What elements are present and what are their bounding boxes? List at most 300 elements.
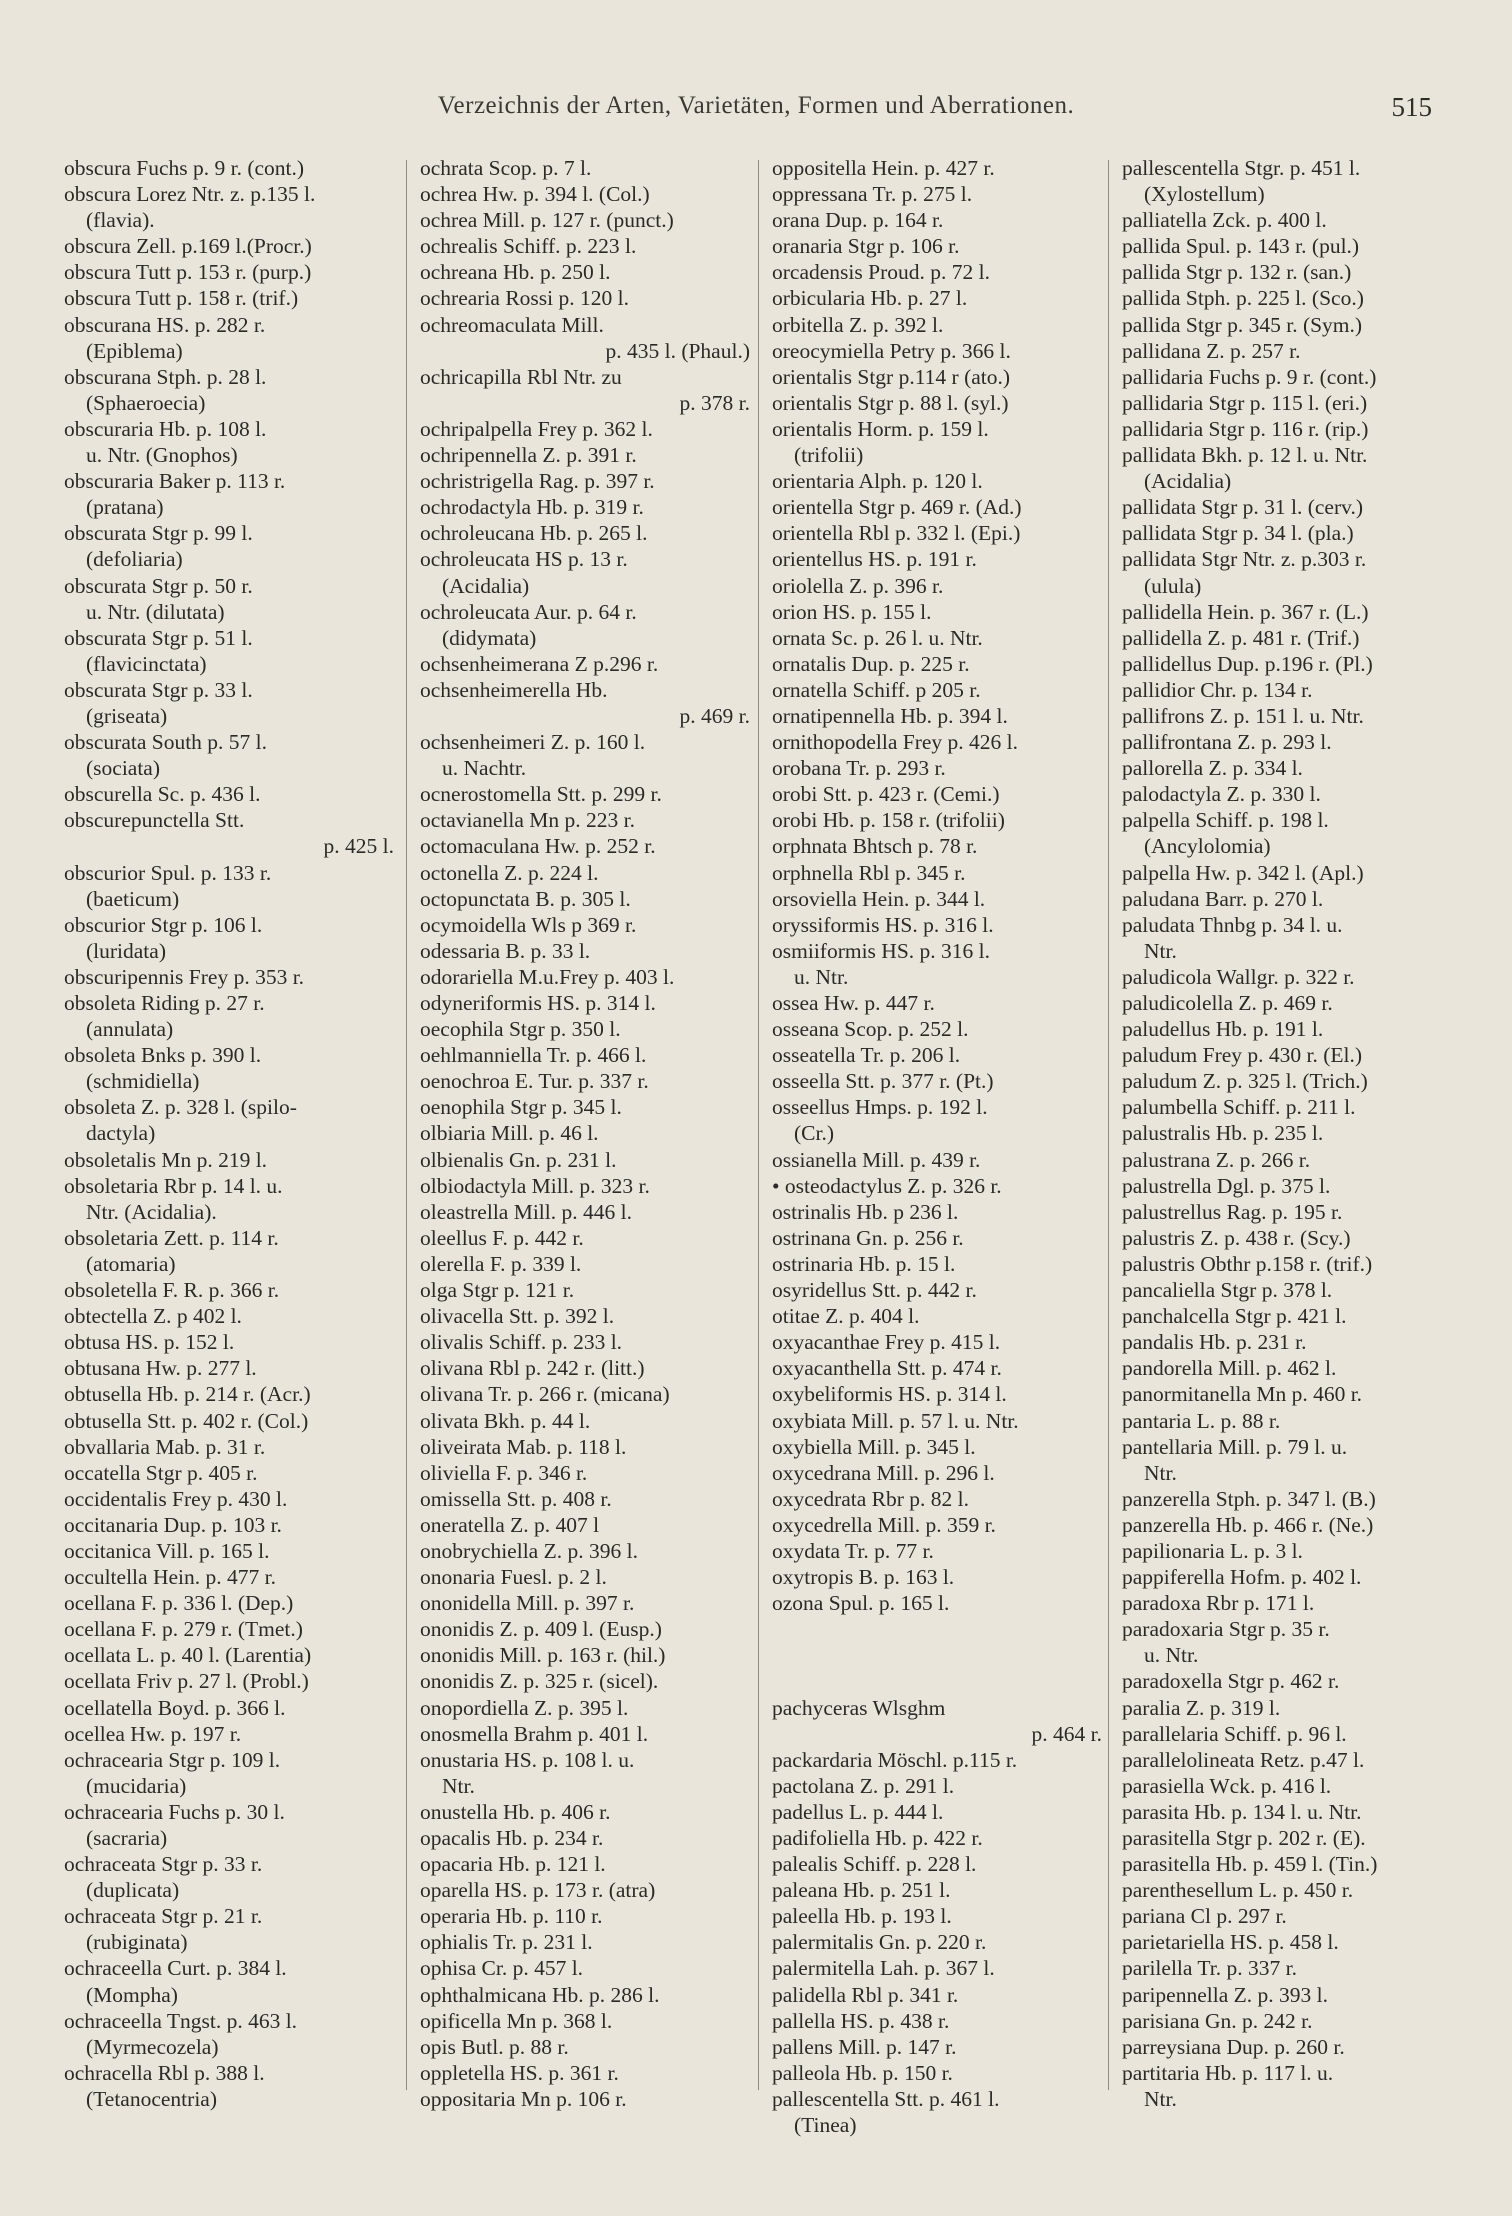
index-entry-line: obscurior Spul. p. 133 r. [64, 860, 272, 885]
index-entry-line: (sacraria) [86, 1826, 168, 1850]
index-entry-line: paludum Frey p. 430 r. (El.) [1122, 1043, 1363, 1068]
index-entry-line: palliatella Zck. p. 400 l. [1122, 208, 1327, 233]
index-entry-line: obscurior Stgr p. 106 l. [64, 912, 263, 937]
index-entry-line: ocellana F. p. 279 r. (Tmet.) [64, 1617, 303, 1642]
index-entry-line: • osteodactylus Z. p. 326 r. [772, 1173, 1002, 1198]
index-entry-line: ochraceata Stgr p. 21 r. [64, 1904, 263, 1929]
index-entry-line: (atomaria) [86, 1251, 176, 1276]
index-entry-line: u. Ntr. (Gnophos) [86, 443, 238, 468]
index-entry-line: obsoleta Z. p. 328 l. (spilo- [64, 1095, 297, 1120]
index-entry-line [772, 1642, 1102, 1668]
index-entry-line: ostrinaria Hb. p. 15 l. [772, 1251, 956, 1276]
index-entry-line: oenophila Stgr p. 345 l. [420, 1095, 622, 1120]
index-entry-line: paralia Z. p. 319 l. [1122, 1695, 1281, 1720]
index-entry-line [772, 1616, 1102, 1642]
index-entry-line: ochracearia Fuchs p. 30 l. [64, 1799, 285, 1824]
index-entry-line: ononidis Z. p. 409 l. (Eusp.) [420, 1617, 662, 1642]
index-entry-line: palidella Rbl p. 341 r. [772, 1982, 959, 2007]
index-entry-line: parasitella Stgr p. 202 r. (E). [1122, 1826, 1366, 1850]
index-entry-line: occultella Hein. p. 477 r. [64, 1565, 276, 1590]
index-entry-line: (griseata) [86, 703, 168, 728]
index-entry-line: oppressana Tr. p. 275 l. [772, 182, 973, 207]
index-entry-line: octonella Z. p. 224 l. [420, 860, 599, 885]
index-entry-line: onustella Hb. p. 406 r. [420, 1799, 611, 1824]
index-entry-line: orsoviella Hein. p. 344 l. [772, 886, 986, 911]
index-entry-line: orana Dup. p. 164 r. [772, 208, 944, 233]
index-entry-line: (trifolii) [794, 443, 864, 468]
index-entry-line: pandorella Mill. p. 462 l. [1122, 1356, 1337, 1381]
index-entry-line: palpella Hw. p. 342 l. (Apl.) [1122, 860, 1364, 885]
index-entry-line: oxybiella Mill. p. 345 l. [772, 1434, 976, 1459]
index-column-1 [64, 155, 394, 2112]
index-entry-line: obsoletalis Mn p. 219 l. [64, 1147, 268, 1172]
index-entry-line: (Acidalia) [1144, 469, 1232, 494]
index-entry-line: ochristrigella Rag. p. 397 r. [420, 469, 655, 494]
index-entry-line: oxycedrella Mill. p. 359 r. [772, 1512, 996, 1537]
index-entry-line: ononidis Z. p. 325 r. (sicel). [420, 1669, 659, 1694]
index-entry-line: oxybiata Mill. p. 57 l. u. Ntr. [772, 1408, 1019, 1433]
index-entry-line: opacaria Hb. p. 121 l. [420, 1852, 606, 1877]
index-entry-line: parallelaria Schiff. p. 96 l. [1122, 1721, 1347, 1746]
index-entry-line: palustralis Hb. p. 235 l. [1122, 1121, 1324, 1146]
index-entry-line: palleola Hb. p. 150 r. [772, 2060, 953, 2085]
index-entry-line: occitanica Vill. p. 165 l. [64, 1538, 270, 1563]
index-entry-line: paludana Barr. p. 270 l. [1122, 886, 1324, 911]
index-entry-line: ocellata Friv p. 27 l. (Probl.) [64, 1669, 309, 1694]
index-entry-line: orobi Stt. p. 423 r. (Cemi.) [772, 782, 1000, 807]
index-entry-line: ocymoidella Wls p 369 r. [420, 912, 637, 937]
index-entry-line: pallidellus Dup. p.196 r. (Pl.) [1122, 651, 1373, 676]
index-entry-line: orientella Stgr p. 469 r. (Ad.) [772, 495, 1022, 520]
index-entry-line: obscura Lorez Ntr. z. p.135 l. [64, 182, 316, 207]
index-entry-line: (ulula) [1144, 573, 1202, 598]
index-entry-line: orientalis Stgr p.114 r (ato.) [772, 364, 1011, 389]
index-entry-line: Ntr. [1144, 2086, 1177, 2111]
index-entry-line: oxyacanthae Frey p. 415 l. [772, 1330, 1001, 1355]
index-entry-line: orobana Tr. p. 293 r. [772, 756, 946, 781]
index-entry-line: partitaria Hb. p. 117 l. u. [1122, 2060, 1334, 2085]
index-entry-line: oenochroa E. Tur. p. 337 r. [420, 1069, 649, 1094]
index-entry-line: p. 435 l. (Phaul.) [605, 338, 750, 363]
index-entry-line: oparella HS. p. 173 r. (atra) [420, 1878, 656, 1903]
index-entry-line: ochrea Mill. p. 127 r. (punct.) [420, 208, 674, 233]
index-entry-line: ocellana F. p. 336 l. (Dep.) [64, 1591, 294, 1616]
index-entry-line: ochripennella Z. p. 391 r. [420, 443, 637, 468]
index-entry-line: onopordiella Z. p. 395 l. [420, 1695, 629, 1720]
index-entry-line: (Sphaeroecia) [86, 390, 206, 415]
index-entry-line: p. 469 r. [679, 703, 750, 728]
index-entry-line: olbiaria Mill. p. 46 l. [420, 1121, 599, 1146]
index-entry-line: ornithopodella Frey p. 426 l. [772, 730, 1019, 755]
index-entry-line: (Tinea) [794, 2113, 857, 2138]
index-entry-line: oxycedrata Rbr p. 82 l. [772, 1486, 970, 1511]
index-entry-line: paradoxaria Stgr p. 35 r. [1122, 1617, 1330, 1642]
index-entry-line: pandalis Hb. p. 231 r. [1122, 1330, 1307, 1355]
index-entry-line: oxydata Tr. p. 77 r. [772, 1538, 934, 1563]
index-entry-line: parasita Hb. p. 134 l. u. Ntr. [1122, 1799, 1362, 1824]
index-entry-line: onosmella Brahm p. 401 l. [420, 1721, 649, 1746]
index-entry-line: oranaria Stgr p. 106 r. [772, 234, 960, 259]
index-entry-line: (Acidalia) [442, 573, 530, 598]
index-entry-line: ochraceella Tngst. p. 463 l. [64, 2008, 298, 2033]
index-entry-line: orbitella Z. p. 392 l. [772, 312, 944, 337]
index-entry-line: orientella Rbl p. 332 l. (Epi.) [772, 521, 1021, 546]
index-entry-line: palumbella Schiff. p. 211 l. [1122, 1095, 1356, 1120]
index-entry-line: paludicola Wallgr. p. 322 r. [1122, 964, 1355, 989]
index-entry-line: oliviella F. p. 346 r. [420, 1460, 588, 1485]
index-entry-line: osseellus Hmps. p. 192 l. [772, 1095, 988, 1120]
index-entry-line: pallidaria Stgr p. 116 r. (rip.) [1122, 416, 1369, 441]
index-entry-line: pariana Cl p. 297 r. [1122, 1904, 1287, 1929]
index-entry-line: (defoliaria) [86, 547, 183, 572]
index-entry-line: olga Stgr p. 121 r. [420, 1278, 575, 1303]
index-entry-line: obscurana HS. p. 282 r. [64, 312, 266, 337]
index-entry-line: obtusella Hb. p. 214 r. (Acr.) [64, 1382, 311, 1407]
index-entry-line: u. Nachtr. [442, 756, 527, 781]
index-entry-line: obscurepunctella Stt. [64, 808, 245, 833]
index-entry-line: (Myrmecozela) [86, 2034, 219, 2059]
index-entry-line: ochrea Hw. p. 394 l. (Col.) [420, 182, 650, 207]
index-entry-line: orcadensis Proud. p. 72 l. [772, 260, 990, 285]
page-number: 515 [1391, 92, 1432, 122]
index-entry-line: pallifrons Z. p. 151 l. u. Ntr. [1122, 703, 1364, 728]
index-entry-line: olivana Tr. p. 266 r. (micana) [420, 1382, 670, 1407]
index-entry-line: ochripalpella Frey p. 362 l. [420, 416, 653, 441]
index-entry-line: pallida Stgr p. 345 r. (Sym.) [1122, 312, 1363, 337]
index-entry-line: orientaria Alph. p. 120 l. [772, 469, 983, 494]
index-entry-line: padellus L. p. 444 l. [772, 1799, 944, 1824]
index-entry-line: pallidior Chr. p. 134 r. [1122, 677, 1313, 702]
index-entry-line: ornata Sc. p. 26 l. u. Ntr. [772, 625, 983, 650]
index-entry-line: pantaria L. p. 88 r. [1122, 1408, 1281, 1433]
index-entry-line: obscuripennis Frey p. 353 r. [64, 964, 305, 989]
index-entry-line: p. 425 l. [323, 834, 394, 859]
index-entry-line: onustaria HS. p. 108 l. u. [420, 1747, 635, 1772]
index-entry-line: ocellata L. p. 40 l. (Larentia) [64, 1643, 312, 1668]
column-divider [406, 160, 407, 2090]
index-column-4 [1122, 155, 1452, 2112]
index-entry-line: obvallaria Mab. p. 31 r. [64, 1434, 266, 1459]
index-entry-line: obtectella Z. p 402 l. [64, 1304, 242, 1329]
index-entry-line: osyridellus Stt. p. 442 r. [772, 1278, 977, 1303]
index-entry-line: (flavicinctata) [86, 651, 207, 676]
page-header [60, 92, 1452, 128]
index-entry-line: (Tetanocentria) [86, 2086, 217, 2111]
index-entry-line: obscura Zell. p.169 l.(Procr.) [64, 234, 312, 259]
index-entry-line: ossea Hw. p. 447 r. [772, 991, 935, 1015]
index-entry-line: ochreana Hb. p. 250 l. [420, 260, 611, 285]
index-entry-line: ocellatella Boyd. p. 366 l. [64, 1695, 286, 1720]
index-entry-line: (duplicata) [86, 1878, 180, 1903]
index-entry-line: obscurana Stph. p. 28 l. [64, 364, 267, 389]
index-entry-line: palpella Schiff. p. 198 l. [1122, 808, 1329, 833]
index-entry-line: orientellus HS. p. 191 r. [772, 547, 977, 572]
index-entry-line: obscura Tutt p. 153 r. (purp.) [64, 260, 312, 285]
index-entry-line: olbiodactyla Mill. p. 323 r. [420, 1173, 650, 1198]
index-entry-line: obscurata Stgr p. 51 l. [64, 625, 253, 650]
index-entry-line: oleellus F. p. 442 r. [420, 1225, 584, 1250]
index-entry-line: (Ancylolomia) [1144, 834, 1271, 859]
index-entry-line: orphnella Rbl p. 345 r. [772, 860, 966, 885]
index-entry-line: pallidella Hein. p. 367 r. (L.) [1122, 599, 1369, 624]
index-entry-line: otitae Z. p. 404 l. [772, 1304, 920, 1329]
index-entry-line: oreocymiella Petry p. 366 l. [772, 338, 1011, 363]
index-entry-line: parasitella Hb. p. 459 l. (Tin.) [1122, 1852, 1378, 1877]
index-entry-line [772, 1668, 1102, 1694]
index-entry-line: paleella Hb. p. 193 l. [772, 1904, 952, 1929]
column-divider [758, 160, 759, 2090]
index-column-2 [420, 155, 750, 2112]
index-column-3 [772, 155, 1102, 2138]
index-entry-line: odessaria B. p. 33 l. [420, 938, 591, 963]
index-entry-line: oliveirata Mab. p. 118 l. [420, 1434, 627, 1459]
index-entry-line: parasiella Wck. p. 416 l. [1122, 1773, 1332, 1798]
index-entry-line: ochricapilla Rbl Ntr. zu [420, 364, 622, 389]
index-entry-line: palermitella Lah. p. 367 l. [772, 1956, 995, 1981]
index-entry-line: p. 378 r. [679, 390, 750, 415]
index-entry-line: oriolella Z. p. 396 r. [772, 573, 944, 598]
index-entry-line: pappiferella Hofm. p. 402 l. [1122, 1565, 1362, 1590]
index-entry-line: onobrychiella Z. p. 396 l. [420, 1538, 638, 1563]
index-entry-line: dactyla) [86, 1121, 156, 1146]
index-entry-line: padifoliella Hb. p. 422 r. [772, 1826, 983, 1850]
index-entry-line: paleana Hb. p. 251 l. [772, 1878, 951, 1903]
index-entry-line: ornatipennella Hb. p. 394 l. [772, 703, 1008, 728]
index-entry-line: obsoletaria Zett. p. 114 r. [64, 1225, 279, 1250]
index-entry-line: orientalis Horm. p. 159 l. [772, 416, 989, 441]
index-entry-line: pallidana Z. p. 257 r. [1122, 338, 1301, 363]
index-entry-line: paludellus Hb. p. 191 l. [1122, 1017, 1324, 1042]
index-entry-line: Ntr. [1144, 1460, 1177, 1485]
index-entry-line: obscurella Sc. p. 436 l. [64, 782, 261, 807]
index-entry-line: obtusa HS. p. 152 l. [64, 1330, 235, 1355]
index-entry-line: oryssiformis HS. p. 316 l. [772, 912, 994, 937]
index-entry-line: palermitalis Gn. p. 220 r. [772, 1930, 987, 1955]
index-entry-line: obscurata Stgr p. 99 l. [64, 521, 253, 546]
index-entry-line: pachyceras Wlsghm [772, 1695, 946, 1720]
index-entry-line: olivalis Schiff. p. 233 l. [420, 1330, 623, 1355]
index-entry-line: paludata Thnbg p. 34 l. u. [1122, 912, 1343, 937]
index-entry-line: obscurata Stgr p. 33 l. [64, 677, 253, 702]
index-entry-line: obsoleta Bnks p. 390 l. [64, 1043, 262, 1068]
index-entry-line: p. 464 r. [1031, 1721, 1102, 1746]
index-entry-line: panzerella Stph. p. 347 l. (B.) [1122, 1486, 1376, 1511]
index-entry-line: pallida Stph. p. 225 l. (Sco.) [1122, 286, 1364, 311]
index-entry-line: pantellaria Mill. p. 79 l. u. [1122, 1434, 1348, 1459]
index-entry-line: ononidis Mill. p. 163 r. (hil.) [420, 1643, 666, 1668]
index-entry-line: oneratella Z. p. 407 l [420, 1512, 600, 1537]
index-entry-line: ononaria Fuesl. p. 2 l. [420, 1565, 607, 1590]
index-entry-line: pancaliella Stgr p. 378 l. [1122, 1278, 1333, 1303]
index-entry-line: paludum Z. p. 325 l. (Trich.) [1122, 1069, 1368, 1094]
index-entry-line: octomaculana Hw. p. 252 r. [420, 834, 656, 859]
index-entry-line: ochroleucata HS p. 13 r. [420, 547, 628, 572]
index-entry-line: ocnerostomella Stt. p. 299 r. [420, 782, 662, 807]
index-entry-line: palustrellus Rag. p. 195 r. [1122, 1199, 1343, 1224]
index-entry-line: osseella Stt. p. 377 r. (Pt.) [772, 1069, 994, 1094]
index-entry-line: odyneriformis HS. p. 314 l. [420, 991, 656, 1015]
index-entry-line: (mucidaria) [86, 1773, 187, 1798]
index-entry-line: octopunctata B. p. 305 l. [420, 886, 631, 911]
index-entry-line: panzerella Hb. p. 466 r. (Ne.) [1122, 1512, 1374, 1537]
index-entry-line: (baeticum) [86, 886, 180, 911]
index-entry-line: parenthesellum L. p. 450 r. [1122, 1878, 1354, 1903]
index-entry-line: obtusana Hw. p. 277 l. [64, 1356, 257, 1381]
index-entry-line: ocellea Hw. p. 197 r. [64, 1721, 242, 1746]
index-entry-line: olivana Rbl p. 242 r. (litt.) [420, 1356, 645, 1381]
index-entry-line: ochsenheimerella Hb. [420, 677, 608, 702]
index-entry-line: obscuraria Baker p. 113 r. [64, 469, 286, 494]
index-entry-line: pallorella Z. p. 334 l. [1122, 756, 1303, 781]
index-entry-line: pallella HS. p. 438 r. [772, 2008, 950, 2033]
index-entry-line: (pratana) [86, 495, 164, 520]
index-entry-line: u. Ntr. [1144, 1643, 1199, 1668]
index-entry-line: olivacella Stt. p. 392 l. [420, 1304, 615, 1329]
index-entry-line: olivata Bkh. p. 44 l. [420, 1408, 591, 1433]
index-entry-line: parallelolineata Retz. p.47 l. [1122, 1747, 1365, 1772]
index-entry-line: obscurata Stgr p. 50 r. [64, 573, 253, 598]
index-entry-line: oppositaria Mn p. 106 r. [420, 2086, 627, 2111]
index-entry-line: octavianella Mn p. 223 r. [420, 808, 635, 833]
index-entry-line: occidentalis Frey p. 430 l. [64, 1486, 288, 1511]
index-entry-line: obtusella Stt. p. 402 r. (Col.) [64, 1408, 309, 1433]
index-entry-line: orion HS. p. 155 l. [772, 599, 932, 624]
index-entry-line: pactolana Z. p. 291 l. [772, 1773, 955, 1798]
index-entry-line: Ntr. (Acidalia). [86, 1199, 217, 1224]
index-entry-line: ornatalis Dup. p. 225 r. [772, 651, 970, 676]
index-entry-line: pallidaria Stgr p. 115 l. (eri.) [1122, 390, 1368, 415]
index-entry-line: ossianella Mill. p. 439 r. [772, 1147, 981, 1172]
index-entry-line: (Mompha) [86, 1982, 178, 2007]
index-entry-line: (schmidiella) [86, 1069, 200, 1094]
index-entry-line: osseana Scop. p. 252 l. [772, 1017, 969, 1042]
index-entry-line: (Xylostellum) [1144, 182, 1265, 207]
index-entry-line: ochraceella Curt. p. 384 l. [64, 1956, 287, 1981]
index-entry-line: ochrodactyla Hb. p. 319 r. [420, 495, 644, 520]
index-entry-line: (flavia). [86, 208, 155, 233]
index-entry-line: oxyacanthella Stt. p. 474 r. [772, 1356, 1002, 1381]
index-entry-line: parietariella HS. p. 458 l. [1122, 1930, 1339, 1955]
index-entry-line: ochrearia Rossi p. 120 l. [420, 286, 629, 311]
index-entry-line: u. Ntr. (dilutata) [86, 599, 225, 624]
index-entry-line: palustrella Dgl. p. 375 l. [1122, 1173, 1331, 1198]
index-entry-line: ononidella Mill. p. 397 r. [420, 1591, 635, 1616]
index-entry-line: (Cr.) [794, 1121, 835, 1146]
index-entry-line: ophisa Cr. p. 457 l. [420, 1956, 584, 1981]
index-entry-line: pallida Stgr p. 132 r. (san.) [1122, 260, 1352, 285]
index-entry-line: (didymata) [442, 625, 537, 650]
index-entry-line: paripennella Z. p. 393 l. [1122, 1982, 1328, 2007]
index-entry-line: operaria Hb. p. 110 r. [420, 1904, 603, 1929]
index-entry-line: orphnata Bhtsch p. 78 r. [772, 834, 978, 859]
index-entry-line: pallescentella Stgr. p. 451 l. [1122, 156, 1361, 180]
index-entry-line: ochrata Scop. p. 7 l. [420, 156, 592, 180]
index-entry-line: obsoleta Riding p. 27 r. [64, 991, 265, 1015]
index-entry-line: pallens Mill. p. 147 r. [772, 2034, 957, 2059]
index-entry-line: parisiana Gn. p. 242 r. [1122, 2008, 1313, 2033]
index-entry-line: ochsenheimerana Z p.296 r. [420, 651, 659, 676]
index-entry-line: (luridata) [86, 938, 166, 963]
index-entry-line: oleastrella Mill. p. 446 l. [420, 1199, 632, 1224]
index-entry-line: oxytropis B. p. 163 l. [772, 1565, 955, 1590]
index-entry-line: orobi Hb. p. 158 r. (trifolii) [772, 808, 1005, 833]
index-entry-line: ophthalmicana Hb. p. 286 l. [420, 1982, 660, 2007]
index-entry-line: ochrealis Schiff. p. 223 l. [420, 234, 637, 259]
index-entry-line: ostrinana Gn. p. 256 r. [772, 1225, 964, 1250]
index-entry-line: palustris Obthr p.158 r. (trif.) [1122, 1251, 1373, 1276]
index-entry-line: parreysiana Dup. p. 260 r. [1122, 2034, 1345, 2059]
index-entry-line: odorariella M.u.Frey p. 403 l. [420, 964, 675, 989]
index-entry-line: olbienalis Gn. p. 231 l. [420, 1147, 617, 1172]
index-entry-line: obsoletella F. R. p. 366 r. [64, 1278, 280, 1303]
index-entry-line: ochsenheimeri Z. p. 160 l. [420, 730, 646, 755]
index-entry-line: pallidella Z. p. 481 r. (Trif.) [1122, 625, 1360, 650]
index-entry-line: u. Ntr. [794, 964, 849, 989]
index-entry-line: occitanaria Dup. p. 103 r. [64, 1512, 282, 1537]
index-entry-line: ozona Spul. p. 165 l. [772, 1591, 950, 1616]
index-entry-line: pallidata Stgr p. 31 l. (cerv.) [1122, 495, 1364, 520]
index-entry-line: ochroleucata Aur. p. 64 r. [420, 599, 637, 624]
index-entry-line: obscura Tutt p. 158 r. (trif.) [64, 286, 299, 311]
index-entry-line: palustrana Z. p. 266 r. [1122, 1147, 1311, 1172]
index-entry-line: obscuraria Hb. p. 108 l. [64, 416, 267, 441]
index-entry-line: osmiiformis HS. p. 316 l. [772, 938, 991, 963]
index-entry-line: opis Butl. p. 88 r. [420, 2034, 569, 2059]
index-entry-line: (sociata) [86, 756, 161, 781]
index-entry-line: panchalcella Stgr p. 421 l. [1122, 1304, 1347, 1329]
index-entry-line: pallifrontana Z. p. 293 l. [1122, 730, 1332, 755]
index-entry-line: pallescentella Stt. p. 461 l. [772, 2086, 1000, 2111]
index-entry-line: panormitanella Mn p. 460 r. [1122, 1382, 1363, 1407]
index-entry-line: ochracearia Stgr p. 109 l. [64, 1747, 281, 1772]
index-entry-line: (rubiginata) [86, 1930, 188, 1955]
index-entry-line: pallidata Stgr Ntr. z. p.303 r. [1122, 547, 1367, 572]
index-entry-line: oehlmanniella Tr. p. 466 l. [420, 1043, 647, 1068]
index-entry-line: osseatella Tr. p. 206 l. [772, 1043, 961, 1068]
index-entry-line: oecophila Stgr p. 350 l. [420, 1017, 621, 1042]
index-entry-line: pallidata Stgr p. 34 l. (pla.) [1122, 521, 1354, 546]
index-entry-line: palustris Z. p. 438 r. (Scy.) [1122, 1225, 1351, 1250]
index-entry-line: packardaria Möschl. p.115 r. [772, 1747, 1018, 1772]
index-entry-line: obscurata South p. 57 l. [64, 730, 268, 755]
index-entry-line: ochracella Rbl p. 388 l. [64, 2060, 265, 2085]
index-entry-line: orbicularia Hb. p. 27 l. [772, 286, 968, 311]
index-entry-line: oppletella HS. p. 361 r. [420, 2060, 619, 2085]
column-divider [1108, 160, 1109, 2090]
index-entry-line: palodactyla Z. p. 330 l. [1122, 782, 1321, 807]
index-entry-line: occatella Stgr p. 405 r. [64, 1460, 258, 1485]
index-entry-line: Ntr. [442, 1773, 475, 1798]
index-entry-line: papilionaria L. p. 3 l. [1122, 1538, 1303, 1563]
index-entry-line: paludicolella Z. p. 469 r. [1122, 991, 1333, 1015]
index-entry-line: paradoxella Stgr p. 462 r. [1122, 1669, 1340, 1694]
index-entry-line: omissella Stt. p. 408 r. [420, 1486, 612, 1511]
index-entry-line: obscura Fuchs p. 9 r. (cont.) [64, 156, 305, 180]
index-entry-line: pallida Spul. p. 143 r. (pul.) [1122, 234, 1360, 259]
index-entry-line: ornatella Schiff. p 205 r. [772, 677, 981, 702]
index-entry-line: opacalis Hb. p. 234 r. [420, 1826, 604, 1850]
index-entry-line: parilella Tr. p. 337 r. [1122, 1956, 1297, 1981]
index-entry-line: ostrinalis Hb. p 236 l. [772, 1199, 959, 1224]
index-entry-line: ochroleucana Hb. p. 265 l. [420, 521, 648, 546]
index-entry-line: oxycedrana Mill. p. 296 l. [772, 1460, 995, 1485]
index-entry-line: oxybeliformis HS. p. 314 l. [772, 1382, 1007, 1407]
index-entry-line: opificella Mn p. 368 l. [420, 2008, 613, 2033]
index-entry-line: ochreomaculata Mill. [420, 312, 604, 337]
running-title: Verzeichnis der Arten, Varietäten, Formen und Aberrationen. [437, 92, 1075, 119]
index-entry-line: Ntr. [1144, 938, 1177, 963]
index-entry-line: ochraceata Stgr p. 33 r. [64, 1852, 263, 1877]
